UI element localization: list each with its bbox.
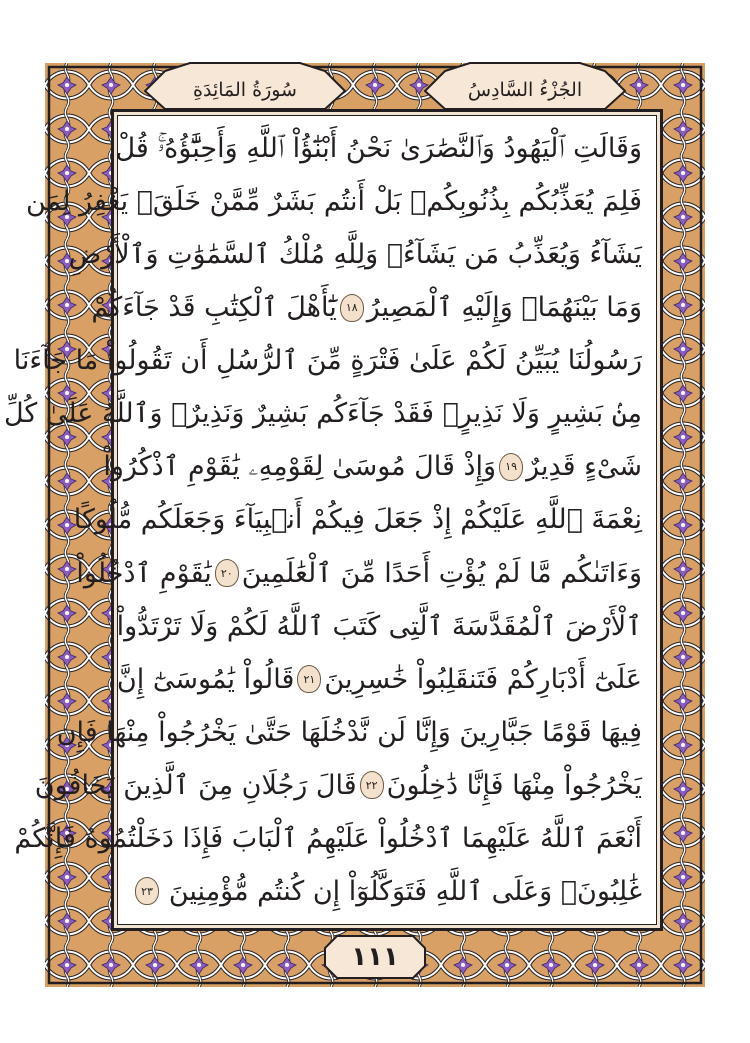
verse-text: قَالُواْ يَٰمُوسَىٰٓ إِنَّ [116, 663, 295, 695]
verse-lines [3, 122, 642, 918]
verse-number-marker: ١٨ [340, 294, 364, 322]
verse-text: نِعْمَةَ ٱللَّهِ عَلَيْكُمْ إِذْ جَعَلَ فِيكُمْ أَنۢبِيَآءَ وَجَعَلَكُم مُّلُوكًا [73, 504, 642, 536]
text-line [34, 759, 642, 812]
verse-text: شَىْءٍ قَدِيرٌ [526, 451, 642, 483]
page-number: ١١١ [351, 942, 399, 972]
verse-text: يَخْرُجُواْ مِنْهَا فَإِنَّا دَٰخِلُونَ [386, 769, 642, 801]
verse-text: غَٰلِبُونَۚ وَعَلَى ٱللَّهِ فَتَوَكَّلُوٓاْ إِن كُنتُم مُّؤْمِنِينَ [168, 875, 642, 907]
verse-number-marker: ٢٠ [215, 559, 239, 587]
text-line [103, 440, 642, 493]
page-frame [3, 63, 705, 987]
verse-text: مِنۢ بَشِيرٍ وَلَا نَذِيرٍۖ فَقَدْ جَآءَكُم بَشِيرٌ وَنَذِيرٌۗ وَٱللَّهُ عَلَىٰ كُلِّ [3, 398, 642, 430]
text-line [56, 706, 642, 759]
text-line [14, 812, 642, 865]
text-line [132, 865, 642, 918]
verse-text: عَلَىٰٓ أَدْبَارِكُمْ فَتَنقَلِبُواْ خَٰسِرِينَ [324, 663, 642, 695]
text-line [76, 547, 642, 600]
verse-text: وَمَا بَيْنَهُمَاۖ وَإِلَيْهِ ٱلْمَصِيرُ [366, 292, 642, 324]
text-line [13, 334, 642, 387]
juz-name: الجُزْءُ السَّادِسُ [467, 79, 583, 101]
verse-text: يَٰٓأَهْلَ ٱلْكِتَٰبِ قَدْ جَآءَكُمْ [91, 292, 337, 324]
verse-text: رَسُولُنَا يُبَيِّنُ لَكُمْ عَلَىٰ فَتْرَةٍ مِّنَ ٱلرُّسُلِ أَن تَقُولُواْ مَا جَآءَنَا [13, 345, 642, 377]
verse-number-marker: ٢١ [297, 665, 321, 693]
text-line [116, 600, 642, 653]
verse-number-marker: ٢٢ [360, 771, 384, 799]
text-line [73, 493, 642, 546]
surah-name: سُورَةُ المَائِدَةِ [193, 79, 297, 101]
verse-text: أَنْعَمَ ٱللَّهُ عَلَيْهِمَا ٱدْخُلُواْ عَلَيْهِمُ ٱلْبَابَ فَإِذَا دَخَلْتُمُوهُ فَإِنَّكُمْ [14, 822, 642, 854]
verse-text: قَالَ رَجُلَانِ مِنَ ٱلَّذِينَ يَخَافُونَ [34, 769, 357, 801]
text-line [91, 281, 642, 334]
text-line [115, 122, 642, 175]
text-line [68, 228, 642, 281]
verse-text: ٱلْأَرْضَ ٱلْمُقَدَّسَةَ ٱلَّتِى كَتَبَ ٱللَّهُ لَكُمْ وَلَا تَرْتَدُّواْ [116, 610, 642, 642]
verse-text: فَلِمَ يُعَذِّبُكُم بِذُنُوبِكُمۖ بَلْ أَنتُم بَشَرٌ مِّمَّنْ خَلَقَۚ يَغْفِرُ لِمَن [26, 186, 642, 218]
verse-number-marker: ٢٣ [135, 877, 159, 905]
verse-text: يَٰقَوْمِ ٱدْخُلُواْ [76, 557, 212, 589]
text-line [26, 175, 642, 228]
verse-number-marker: ١٩ [499, 453, 523, 481]
verse-text: وَقَالَتِ ٱلْيَهُودُ وَٱلنَّصَٰرَىٰ نَحْنُ أَبْنَٰٓؤُاْ ٱللَّهِ وَأَحِبَّٰٓؤُهُۥۚ قُلْ [115, 133, 642, 164]
text-line [116, 653, 642, 706]
verse-text: وَإِذْ قَالَ مُوسَىٰ لِقَوْمِهِۦ يَٰقَوْمِ ٱذْكُرُواْ [103, 451, 497, 483]
verse-text: فِيهَا قَوْمًا جَبَّارِينَ وَإِنَّا لَن نَّدْخُلَهَا حَتَّىٰ يَخْرُجُواْ مِنْهَا فَإِن [56, 716, 642, 748]
text-line [3, 387, 642, 440]
verse-text: وَءَاتَىٰكُم مَّا لَمْ يُؤْتِ أَحَدًا مِّنَ ٱلْعَٰلَمِينَ [241, 557, 642, 589]
text-panel [3, 109, 663, 931]
verse-text: يَشَآءُ وَيُعَذِّبُ مَن يَشَآءُۚ وَلِلَّهِ مُلْكُ ٱلسَّمَٰوَٰتِ وَٱلْأَرْضِ [68, 239, 642, 271]
